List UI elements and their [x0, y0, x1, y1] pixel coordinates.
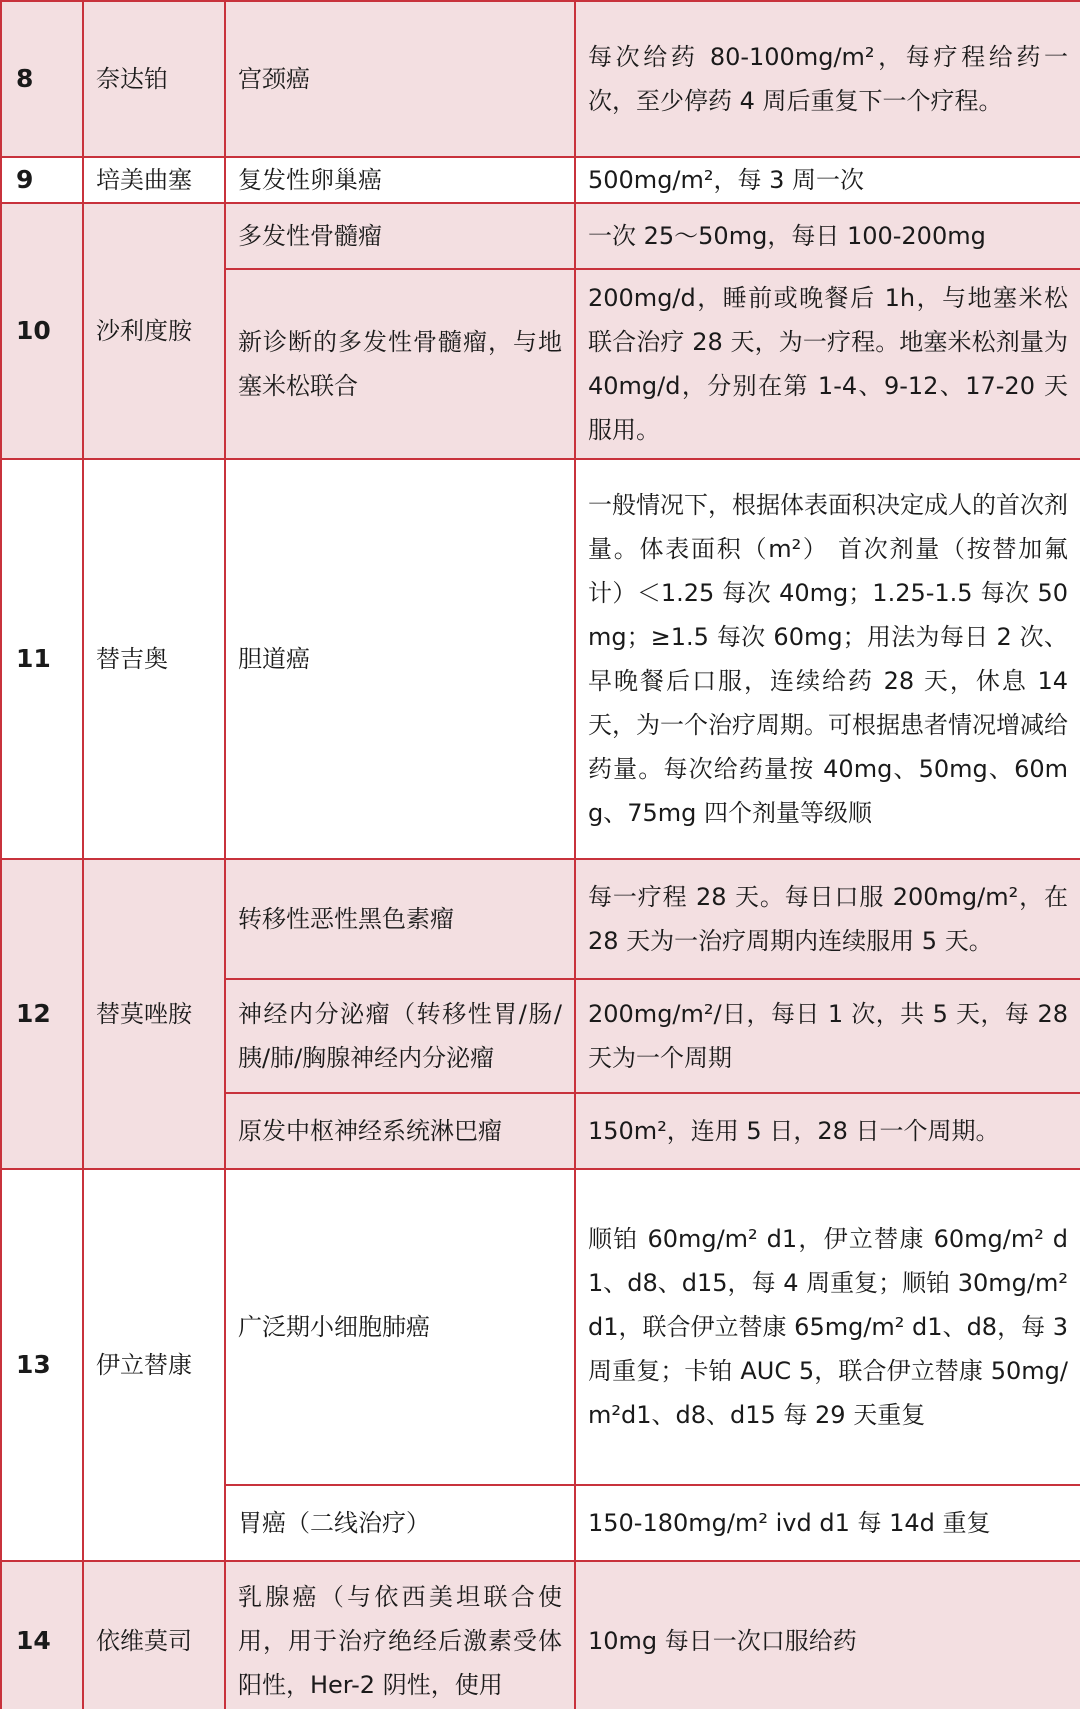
- indication-cell: 复发性卵巢癌: [225, 157, 575, 203]
- dosage-cell: 每次给药 80-100mg/m²，每疗程给药一次，至少停药 4 周后重复下一个疗程。: [575, 1, 1080, 157]
- table-row: [1, 157, 1080, 203]
- indication-cell: 转移性恶性黑色素瘤: [225, 859, 575, 979]
- indication-cell: 胃癌（二线治疗）: [225, 1485, 575, 1561]
- table-row: [1, 203, 1080, 269]
- dosage-cell: 200mg/d，睡前或晚餐后 1h，与地塞米松联合治疗 28 天，为一疗程。地塞米松剂量为 40mg/d，分别在第 1-4、9-12、17-20 天服用。: [575, 269, 1080, 459]
- indication-cell: 新诊断的多发性骨髓瘤，与地塞米松联合: [225, 269, 575, 459]
- dosage-cell: 每一疗程 28 天。每日口服 200mg/m²，在 28 天为一治疗周期内连续服用 5 天。: [575, 859, 1080, 979]
- drug-name: 奈达铂: [83, 1, 225, 157]
- indication-cell: 宫颈癌: [225, 1, 575, 157]
- table-row: [1, 1, 1080, 157]
- row-number: 13: [1, 1169, 83, 1561]
- dosage-cell: 10mg 每日一次口服给药: [575, 1561, 1080, 1709]
- drug-name: 沙利度胺: [83, 203, 225, 459]
- dosage-cell: 一次 25～50mg，每日 100-200mg: [575, 203, 1080, 269]
- row-number: 14: [1, 1561, 83, 1709]
- indication-cell: 胆道癌: [225, 459, 575, 859]
- row-number: 9: [1, 157, 83, 203]
- drug-name: 替莫唑胺: [83, 859, 225, 1169]
- table-row: [1, 1169, 1080, 1485]
- indication-cell: 多发性骨髓瘤: [225, 203, 575, 269]
- table-row: [1, 859, 1080, 979]
- dosage-cell: 150m²，连用 5 日，28 日一个周期。: [575, 1093, 1080, 1169]
- row-number: 11: [1, 459, 83, 859]
- indication-cell: 乳腺癌（与依西美坦联合使用，用于治疗绝经后激素受体阳性，Her-2 阴性，使用: [225, 1561, 575, 1709]
- indication-cell: 广泛期小细胞肺癌: [225, 1169, 575, 1485]
- dosage-cell: 一般情况下，根据体表面积决定成人的首次剂量。体表面积（m²） 首次剂量（按替加氟计）＜1.25 每次 40mg；1.25-1.5 每次 50mg；≥1.5 每次 60mg；用法为每日 2 次、早晚餐后口服，连续给药 28 天，休息 14 天，为一个治疗周期。可根据患者情况增减给药量。每次给药量按 40mg、50mg、60mg、75mg 四个剂量等级顺: [575, 459, 1080, 859]
- drug-name: 伊立替康: [83, 1169, 225, 1561]
- indication-cell: 神经内分泌瘤（转移性胃/肠/胰/肺/胸腺神经内分泌瘤: [225, 979, 575, 1093]
- drug-name: 替吉奥: [83, 459, 225, 859]
- row-number: 12: [1, 859, 83, 1169]
- dosage-cell: 150-180mg/m² ivd d1 每 14d 重复: [575, 1485, 1080, 1561]
- dosage-cell: 200mg/m²/日，每日 1 次，共 5 天，每 28 天为一个周期: [575, 979, 1080, 1093]
- table-row: [1, 459, 1080, 859]
- table-row: [1, 1561, 1080, 1709]
- row-number: 8: [1, 1, 83, 157]
- drug-name: 培美曲塞: [83, 157, 225, 203]
- dosage-cell: 500mg/m²，每 3 周一次: [575, 157, 1080, 203]
- drug-name: 依维莫司: [83, 1561, 225, 1709]
- row-number: 10: [1, 203, 83, 459]
- indication-cell: 原发中枢神经系统淋巴瘤: [225, 1093, 575, 1169]
- dosage-cell: 顺铂 60mg/m² d1，伊立替康 60mg/m² d1、d8、d15，每 4 周重复；顺铂 30mg/m² d1，联合伊立替康 65mg/m² d1、d8，每 3 周重复；卡铂 AUC 5，联合伊立替康 50mg/m²d1、d8、d15 每 29 天重复: [575, 1169, 1080, 1485]
